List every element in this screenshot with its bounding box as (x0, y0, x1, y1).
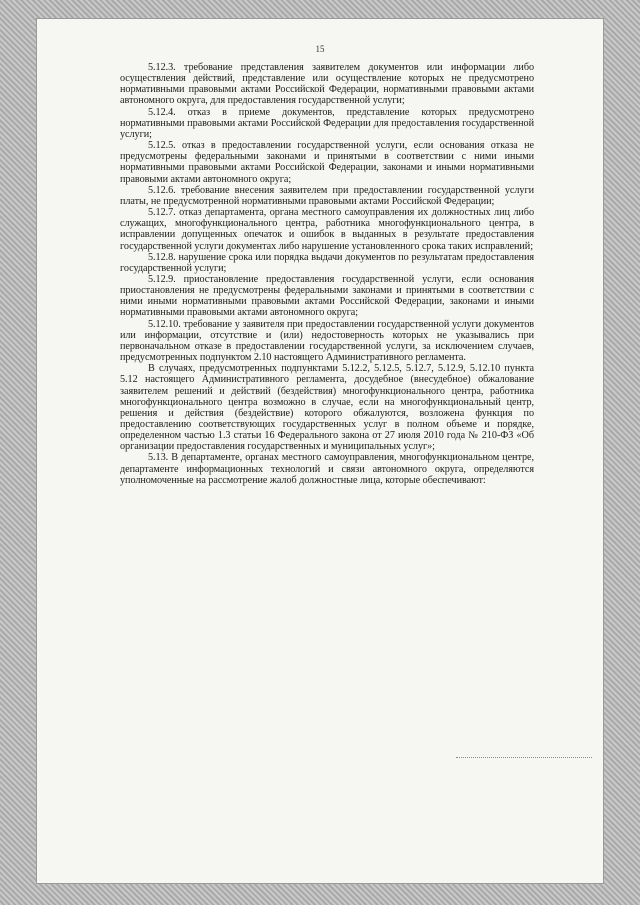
paragraph-5-12-5: 5.12.5. отказ в предоставлении государственной услуги, если основания отказа не предусмотрены федеральными законами и принятыми в соответствии с ними иными нормативными правовыми актами Российской Федерации, законами и иными нормативными правовыми актами автономного округа; (120, 140, 534, 185)
paragraph-5-12-3: 5.12.3. требование представления заявителем документов или информации либо осуществления действий, представление или осуществление которых не предусмотрено нормативными правовыми актами Российской Федерации, нормативными правовыми актами автономного округа, для предоставления государственной услуги; (120, 62, 534, 107)
paragraph-5-12-8: 5.12.8. нарушение срока или порядка выдачи документов по результатам предоставления государственной услуги; (120, 251, 534, 274)
paragraph-5-12-6: 5.12.6. требование внесения заявителем при предоставлении государственной услуги платы, не предусмотренной нормативными правовыми актами Российской Федерации; (120, 184, 534, 207)
page-number: 15 (315, 44, 325, 54)
paragraph-5-12-4: 5.12.4. отказ в приеме документов, представление которых предусмотрено нормативными правовыми актами Российской Федерации для предоставления государственной услуги; (120, 106, 534, 140)
paragraph-5-12-9: 5.12.9. приостановление предоставления государственной услуги, если основания приостановления не предусмотрены федеральными законами и принятыми в соответствии с ними иными нормативными правовыми актами Российской Федерации, законами и иными нормативными правовыми актами автономного округа; (120, 273, 534, 319)
document-page (36, 18, 604, 884)
paragraph-appeal-cases: В случаях, предусмотренных подпунктами 5.12.2, 5.12.5, 5.12.7, 5.12.9, 5.12.10 пункта 5.12 настоящего Административного регламента, досудебное (внесудебное) обжалование заявителем решений и действий (бездействия) многофункционального центра, работника многофункционального центра возможно в случае, если на многофункциональный центр, решения и действия (бездействие) которого обжалуются, возложена функция по предоставлению соответствующих государственных услуг в полном объеме и порядке, определенном частью 1.3 статьи 16 Федерального закона от 27 июля 2010 года № 210-ФЗ «Об организации предоставления государственных и муниципальных услуг»; (120, 363, 534, 453)
document-body (120, 62, 534, 486)
paragraph-5-13: 5.13. В департаменте, органах местного самоуправления, многофункциональном центре, департаменте информационных технологий и связи автономного округа, определяются уполномоченные на рассмотрение жалоб должностные лица, которые обеспечивают: (120, 452, 534, 486)
paragraph-5-12-7: 5.12.7. отказ департамента, органа местного самоуправления их должностных лиц либо служащих, многофункционального центра, работника многофункционального центра, в исправлении допущенных опечаток и ошибок в выданных в результате предоставления государственной услуги документах либо нарушение установленного срока таких исправлений; (120, 207, 534, 252)
footer-divider (456, 757, 592, 758)
paragraph-5-12-10: 5.12.10. требование у заявителя при предоставлении государственной услуги документов или информации, отсутствие и (или) недостоверность которых не указывались при первоначальном отказе в предоставлении государственной услуги, за исключением случаев, предусмотренных подпунктом 2.10 настоящего Административного регламента. (120, 318, 534, 364)
